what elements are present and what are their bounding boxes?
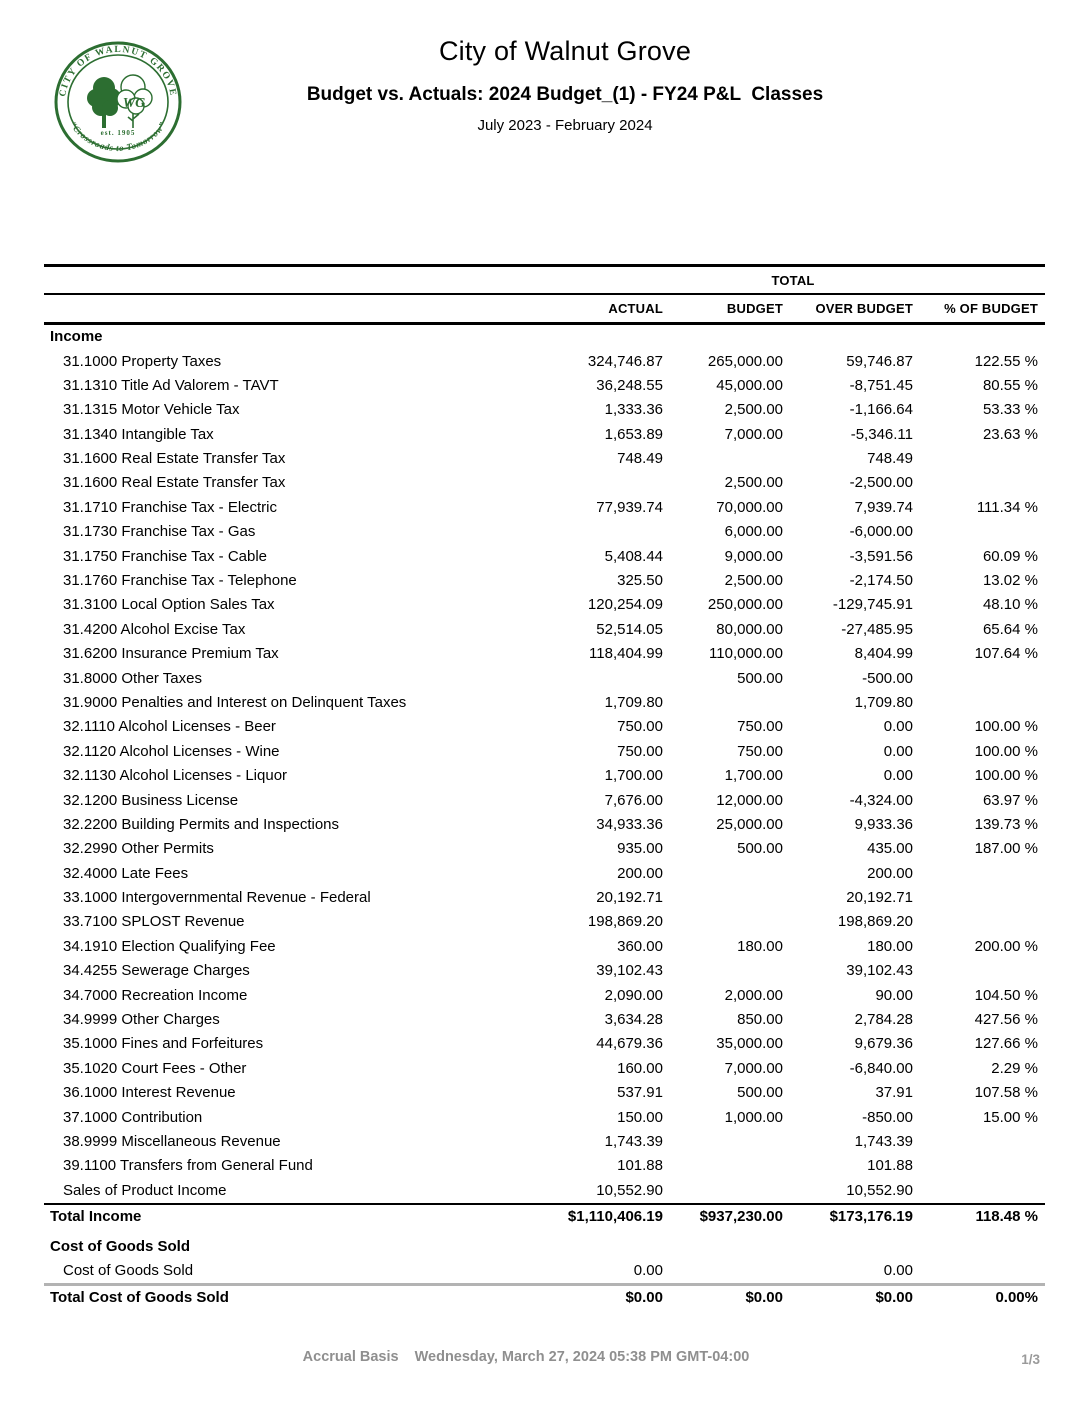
table-row: [44, 1154, 1045, 1178]
cell-pct-of-budget: 427.56 %: [974, 1011, 1038, 1029]
total-row: [44, 1283, 1045, 1310]
table-row: [44, 642, 1045, 666]
cell-account: 31.1750 Franchise Tax - Cable: [63, 547, 268, 565]
cell-account: Sales of Product Income: [63, 1181, 227, 1199]
cell-over-budget: 0.00: [883, 742, 913, 760]
cell-budget: $0.00: [745, 1289, 783, 1307]
column-header-over-budget: OVER BUDGET: [815, 301, 913, 316]
report-date-range: July 2023 - February 2024: [477, 117, 653, 134]
table-row: [44, 886, 1045, 910]
cell-pct-of-budget: 2.29 %: [991, 1059, 1038, 1077]
cell-budget: 35,000.00: [716, 1035, 783, 1053]
cell-over-budget: 200.00: [867, 864, 913, 882]
column-header-pct-of-budget: % OF BUDGET: [944, 301, 1038, 316]
cell-over-budget: 20,192.71: [846, 889, 913, 907]
section-header: Cost of Goods Sold: [50, 1237, 190, 1255]
cell-pct-of-budget: 100.00 %: [974, 742, 1038, 760]
cell-actual: 1,333.36: [604, 401, 663, 419]
cell-account: 38.9999 Miscellaneous Revenue: [63, 1133, 281, 1150]
table-row: [44, 715, 1045, 739]
seal-monogram: WG: [122, 96, 146, 111]
cell-account: 37.1000 Contribution: [63, 1108, 203, 1126]
table-row: [44, 1179, 1045, 1203]
cell-budget: 80,000.00: [716, 620, 783, 638]
cell-over-budget: 7,939.74: [854, 498, 913, 516]
cell-pct-of-budget: [913, 1259, 1038, 1283]
cell-actual: 360.00: [617, 937, 663, 955]
seal-top-arc-text: CITY OF WALNUT GROVE: [58, 44, 178, 98]
cell-pct-of-budget: 122.55 %: [974, 352, 1038, 370]
report-footer: [0, 1349, 1088, 1365]
cell-account: 33.7100 SPLOST Revenue: [63, 913, 245, 931]
cell-actual: 5,408.44: [604, 547, 663, 565]
cell-budget: 500.00: [737, 840, 783, 858]
table-row: [44, 959, 1045, 983]
page-number: 1/3: [1021, 1352, 1040, 1367]
cell-budget: [663, 1259, 783, 1283]
cell-actual: 1,653.89: [604, 425, 663, 443]
cell-actual: 20,192.71: [596, 889, 663, 907]
cell-account: 34.9999 Other Charges: [63, 1011, 220, 1029]
cell-budget: [663, 910, 783, 934]
cell-over-budget: 0.00: [883, 767, 913, 785]
cell-over-budget: -500.00: [862, 669, 913, 687]
cell-budget: 7,000.00: [724, 1059, 783, 1077]
cell-budget: [663, 447, 783, 471]
cell-account: 31.6200 Insurance Premium Tax: [63, 645, 279, 663]
cell-account: 31.3100 Local Option Sales Tax: [63, 596, 275, 614]
cell-budget: 70,000.00: [716, 498, 783, 516]
cell-account: 32.1110 Alcohol Licenses - Beer: [63, 718, 276, 736]
cell-account: 31.1730 Franchise Tax - Gas: [63, 523, 256, 541]
cell-actual: 7,676.00: [604, 791, 663, 809]
cell-budget: 2,000.00: [724, 986, 783, 1004]
cell-budget: 250,000.00: [707, 596, 783, 614]
table-body: [44, 325, 1045, 1311]
cell-actual: 10,552.90: [596, 1181, 663, 1199]
budget-vs-actuals-table: [44, 264, 1045, 1311]
cell-account: 32.1130 Alcohol Licenses - Liquor: [63, 767, 288, 785]
table-row: [44, 984, 1045, 1008]
cell-pct-of-budget: 139.73 %: [974, 815, 1038, 833]
table-row: [44, 1032, 1045, 1056]
cell-pct-of-budget: 104.50 %: [974, 986, 1038, 1004]
table-row: [44, 1008, 1045, 1032]
cell-budget: [663, 1154, 783, 1178]
cell-over-budget: -129,745.91: [832, 596, 913, 614]
cell-account: 32.2200 Building Permits and Inspections: [63, 815, 340, 833]
table-row: [44, 471, 1045, 495]
table-row: [44, 1081, 1045, 1105]
cell-actual: 324,746.87: [587, 352, 663, 370]
cell-over-budget: 10,552.90: [846, 1181, 913, 1199]
cell-account: 31.1760 Franchise Tax - Telephone: [63, 572, 297, 590]
cell-account: 32.4000 Late Fees: [63, 864, 189, 882]
cell-pct-of-budget: 200.00 %: [974, 937, 1038, 955]
cell-actual: 52,514.05: [596, 620, 663, 638]
cell-pct-of-budget: 48.10 %: [982, 596, 1038, 614]
table-section: [44, 1235, 1045, 1311]
seal-bottom-arc-text: “Crossroads to Tomorrow”: [68, 119, 168, 154]
table-row: [44, 447, 1045, 471]
cell-pct-of-budget: [913, 1130, 1038, 1154]
cell-account: 31.1600 Real Estate Transfer Tax: [63, 474, 286, 492]
cell-account: 31.1710 Franchise Tax - Electric: [63, 498, 277, 516]
cell-over-budget: 39,102.43: [846, 962, 913, 980]
cell-pct-of-budget: 100.00 %: [974, 767, 1038, 785]
cell-budget: 12,000.00: [716, 791, 783, 809]
cell-actual: 2,090.00: [604, 986, 663, 1004]
cell-pct-of-budget: 0.00%: [995, 1289, 1038, 1307]
cell-pct-of-budget: 63.97 %: [982, 791, 1038, 809]
cell-actual: 537.91: [617, 1084, 663, 1102]
table-row: [44, 423, 1045, 447]
cell-actual: $0.00: [625, 1289, 663, 1307]
cell-actual: 325.50: [617, 572, 663, 590]
cell-pct-of-budget: 118.48 %: [975, 1208, 1038, 1226]
table-row: [44, 1130, 1045, 1154]
cell-actual: 750.00: [617, 742, 663, 760]
cell-account: 39.1100 Transfers from General Fund: [63, 1157, 313, 1175]
cell-actual: [548, 471, 663, 495]
cell-over-budget: 198,869.20: [837, 913, 913, 931]
company-name: City of Walnut Grove: [438, 36, 692, 66]
cell-budget: [663, 959, 783, 983]
cell-pct-of-budget: 187.00 %: [974, 840, 1038, 858]
cell-account: 31.8000 Other Taxes: [63, 669, 202, 687]
cell-account: Cost of Goods Sold: [63, 1262, 194, 1280]
column-header-budget: BUDGET: [726, 301, 783, 316]
cell-over-budget: -6,000.00: [849, 523, 913, 541]
cell-pct-of-budget: [913, 691, 1038, 715]
cell-actual: 748.49: [617, 450, 663, 468]
cell-over-budget: 8,404.99: [854, 645, 913, 663]
cell-actual: 118,404.99: [589, 645, 663, 663]
cell-account: 32.1120 Alcohol Licenses - Wine: [63, 742, 280, 760]
total-group-header: TOTAL: [771, 272, 815, 288]
cell-pct-of-budget: [913, 471, 1038, 495]
cell-pct-of-budget: 15.00 %: [982, 1108, 1038, 1126]
accounting-basis-label: Accrual Basis: [302, 1349, 399, 1365]
cell-budget: 25,000.00: [716, 815, 783, 833]
table-row: [44, 764, 1045, 788]
cell-budget: 500.00: [737, 1084, 783, 1102]
section-header: Income: [50, 328, 103, 345]
cell-actual: [548, 520, 663, 544]
cell-budget: 850.00: [737, 1011, 783, 1029]
cell-account: 31.4200 Alcohol Excise Tax: [63, 620, 246, 638]
cell-pct-of-budget: [913, 886, 1038, 910]
cell-over-budget: -6,840.00: [849, 1059, 913, 1077]
cell-over-budget: 748.49: [867, 450, 913, 468]
cell-budget: 45,000.00: [716, 376, 783, 394]
cell-over-budget: 90.00: [875, 986, 913, 1004]
cell-budget: [663, 1130, 783, 1154]
cell-actual: $1,110,406.19: [567, 1208, 663, 1226]
cell-over-budget: 2,784.28: [854, 1011, 913, 1029]
table-row: [44, 618, 1045, 642]
cell-budget: [663, 862, 783, 886]
cell-budget: [663, 691, 783, 715]
cell-account: 32.1200 Business License: [63, 791, 239, 809]
cell-over-budget: -27,485.95: [841, 620, 913, 638]
cell-pct-of-budget: 60.09 %: [982, 547, 1038, 565]
cell-actual: 160.00: [617, 1059, 663, 1077]
cell-pct-of-budget: 23.63 %: [982, 425, 1038, 443]
table-row: [44, 398, 1045, 422]
cell-pct-of-budget: [913, 959, 1038, 983]
cell-account: 34.7000 Recreation Income: [63, 986, 248, 1004]
cell-over-budget: -3,591.56: [849, 547, 913, 565]
cell-budget: 1,700.00: [724, 767, 783, 785]
cell-account: 31.1000 Property Taxes: [63, 352, 222, 370]
table-row: [44, 1106, 1045, 1130]
footer-text: [0, 1349, 1070, 1365]
cell-budget: 500.00: [737, 669, 783, 687]
cell-actual: 200.00: [617, 864, 663, 882]
cell-actual: 1,700.00: [604, 767, 663, 785]
cell-actual: 750.00: [617, 718, 663, 736]
cell-account: 31.9000 Penalties and Interest on Delinquent Taxes: [63, 693, 407, 711]
cell-actual: 3,634.28: [604, 1011, 663, 1029]
table-row: [44, 910, 1045, 934]
cell-account: Total Cost of Goods Sold: [50, 1289, 229, 1307]
cell-over-budget: -850.00: [862, 1108, 913, 1126]
table-row: [44, 593, 1045, 617]
column-header-row: [44, 295, 1045, 322]
cell-actual: 0.00: [633, 1262, 663, 1280]
cell-budget: 750.00: [737, 718, 783, 736]
cell-budget: 265,000.00: [707, 352, 783, 370]
cell-account: 31.1340 Intangible Tax: [63, 425, 214, 443]
table-row: [44, 813, 1045, 837]
report-timestamp: Wednesday, March 27, 2024 05:38 PM GMT-04:00: [414, 1349, 750, 1365]
cell-budget: 2,500.00: [724, 401, 783, 419]
cell-over-budget: $0.00: [875, 1289, 913, 1307]
cell-over-budget: 1,743.39: [854, 1133, 913, 1150]
cell-budget: 180.00: [737, 937, 783, 955]
cell-actual: 36,248.55: [596, 376, 663, 394]
column-header-actual: ACTUAL: [608, 301, 663, 316]
cell-pct-of-budget: 111.34 %: [976, 498, 1038, 516]
table-row: [44, 520, 1045, 544]
cell-over-budget: 0.00: [883, 718, 913, 736]
table-section: [44, 325, 1045, 1230]
cell-over-budget: -2,174.50: [849, 572, 913, 590]
cell-pct-of-budget: [913, 1154, 1038, 1178]
cell-over-budget: 9,679.36: [854, 1035, 913, 1053]
cell-account: 31.1310 Title Ad Valorem - TAVT: [63, 376, 279, 394]
total-group-header-row: [44, 267, 1045, 293]
report-title: Budget vs. Actuals: 2024 Budget_(1) - FY24 P&L Classes: [306, 84, 824, 105]
cell-over-budget: $173,176.19: [829, 1208, 913, 1226]
cell-budget: $937,230.00: [699, 1208, 783, 1226]
cell-budget: 1,000.00: [724, 1108, 783, 1126]
cell-over-budget: 9,933.36: [854, 815, 913, 833]
cell-account: 31.1315 Motor Vehicle Tax: [63, 401, 240, 419]
cell-over-budget: -2,500.00: [849, 474, 913, 492]
table-row: [44, 374, 1045, 398]
cell-pct-of-budget: 53.33 %: [982, 401, 1038, 419]
cell-over-budget: 0.00: [883, 1262, 913, 1280]
cell-over-budget: 435.00: [867, 840, 913, 858]
cell-pct-of-budget: [913, 862, 1038, 886]
cell-budget: 2,500.00: [724, 474, 783, 492]
cell-budget: 9,000.00: [724, 547, 783, 565]
cell-budget: 2,500.00: [724, 572, 783, 590]
cell-over-budget: -1,166.64: [849, 401, 913, 419]
cell-over-budget: -5,346.11: [850, 425, 913, 443]
cell-actual: 150.00: [617, 1108, 663, 1126]
cell-over-budget: 180.00: [867, 937, 913, 955]
cell-pct-of-budget: [913, 447, 1038, 471]
cell-account: Total Income: [50, 1208, 142, 1226]
cell-budget: 750.00: [737, 742, 783, 760]
cell-budget: 7,000.00: [724, 425, 783, 443]
table-row: [44, 789, 1045, 813]
cell-budget: 110,000.00: [709, 645, 783, 663]
cell-over-budget: 101.88: [867, 1157, 913, 1175]
cell-actual: 101.88: [617, 1157, 663, 1175]
table-row: [44, 1057, 1045, 1081]
cell-account: 36.1000 Interest Revenue: [63, 1084, 236, 1102]
cell-actual: 935.00: [617, 840, 663, 858]
cell-account: 35.1020 Court Fees - Other: [63, 1059, 247, 1077]
total-row: [44, 1203, 1045, 1229]
cell-pct-of-budget: 107.58 %: [974, 1084, 1038, 1102]
cell-pct-of-budget: 65.64 %: [982, 620, 1038, 638]
table-row: [44, 740, 1045, 764]
cell-over-budget: -8,751.45: [849, 376, 913, 394]
table-row: [44, 935, 1045, 959]
table-row: [44, 350, 1045, 374]
cell-pct-of-budget: [913, 1179, 1038, 1203]
cell-pct-of-budget: [913, 667, 1038, 691]
cell-actual: 1,709.80: [604, 693, 663, 711]
cell-actual: 34,933.36: [596, 815, 663, 833]
table-row: [44, 691, 1045, 715]
cell-over-budget: -4,324.00: [849, 791, 913, 809]
cell-over-budget: 37.91: [875, 1084, 913, 1102]
report-header: [0, 0, 1088, 264]
cell-actual: 39,102.43: [596, 962, 663, 980]
cell-account: 31.1600 Real Estate Transfer Tax: [63, 450, 286, 468]
cell-actual: [548, 667, 663, 691]
cell-pct-of-budget: 100.00 %: [974, 718, 1038, 736]
table-row: [44, 862, 1045, 886]
cell-pct-of-budget: [913, 910, 1038, 934]
cell-account: 35.1000 Fines and Forfeitures: [63, 1035, 264, 1053]
cell-over-budget: 1,709.80: [854, 693, 913, 711]
cell-account: 33.1000 Intergovernmental Revenue - Federal: [63, 889, 371, 907]
table-row: [44, 545, 1045, 569]
cell-pct-of-budget: [913, 520, 1038, 544]
table-row: [44, 496, 1045, 520]
table-row: [44, 837, 1045, 861]
cell-account: 34.1910 Election Qualifying Fee: [63, 937, 276, 955]
table-row: [44, 1259, 1045, 1283]
cell-actual: 77,939.74: [596, 498, 663, 516]
seal-est-text: est. 1905: [100, 129, 136, 137]
cell-actual: 120,254.09: [587, 596, 663, 614]
cell-actual: 1,743.39: [604, 1133, 663, 1150]
cell-account: 32.2990 Other Permits: [63, 840, 214, 858]
cell-pct-of-budget: 13.02 %: [982, 572, 1038, 590]
cell-budget: [663, 1179, 783, 1203]
cell-actual: 198,869.20: [587, 913, 663, 931]
cell-pct-of-budget: 127.66 %: [974, 1035, 1038, 1053]
cell-pct-of-budget: 80.55 %: [982, 376, 1038, 394]
title-block: [21, 0, 1088, 134]
cell-over-budget: 59,746.87: [846, 352, 913, 370]
table-row: [44, 667, 1045, 691]
cell-account: 34.4255 Sewerage Charges: [63, 962, 250, 980]
cell-pct-of-budget: 107.64 %: [974, 645, 1038, 663]
table-row: [44, 569, 1045, 593]
cell-actual: 44,679.36: [596, 1035, 663, 1053]
cell-budget: [663, 886, 783, 910]
cell-budget: 6,000.00: [724, 523, 783, 541]
